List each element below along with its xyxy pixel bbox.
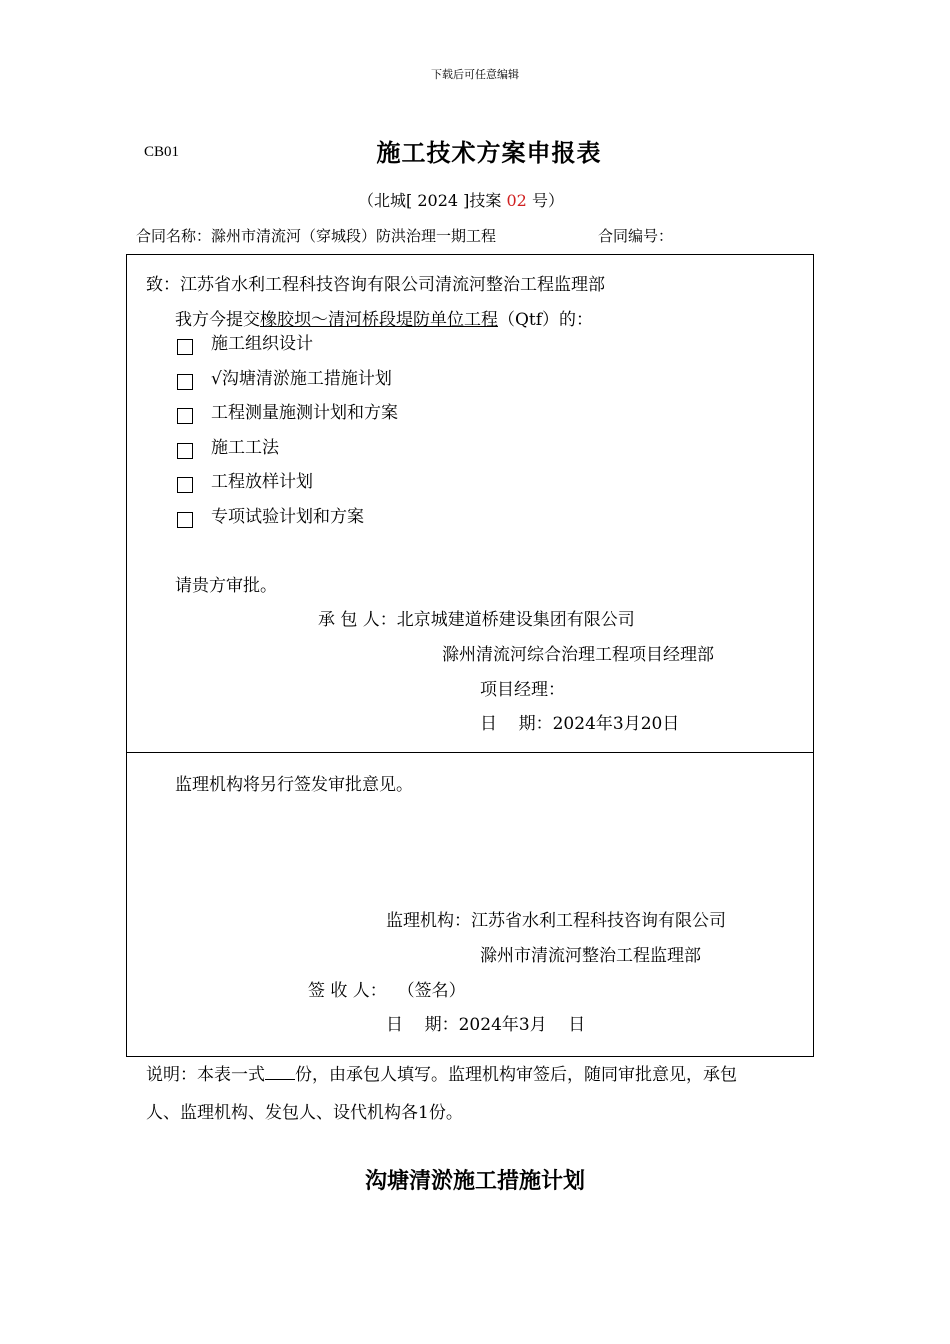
note-prefix: 说明：本表一式 (146, 1065, 265, 1085)
note-line-2: 人、监理机构、发包人、设代机构各1份。 (146, 1103, 463, 1123)
note-suffix: 份，由承包人填写。监理机构审签后，随同审批意见，承包 (295, 1065, 737, 1085)
request-text: 请贵方审批。 (175, 576, 277, 596)
checkbox-construction-method[interactable] (177, 443, 193, 459)
option-label: 施工组织设计 (211, 334, 313, 354)
option-label: 施工工法 (211, 438, 279, 458)
contract-no-label: 合同编号： (598, 227, 674, 245)
doc-number-value: 02 (506, 191, 527, 210)
form-code: CB01 (144, 144, 180, 160)
project-name: 橡胶坝～清河桥段堤防单位工程 (260, 310, 498, 330)
supervisor-date: 日 期：2024年3月 日 (386, 1015, 586, 1035)
contract-name: 合同名称：滁州市清流河（穿城段）防洪治理一期工程 (136, 227, 497, 245)
copies-blank[interactable] (265, 1065, 295, 1080)
checkbox-construction-design[interactable] (177, 339, 193, 355)
plan-title: 沟塘清淤施工措施计划 (364, 1168, 585, 1194)
option-label: 工程测量施测计划和方案 (211, 403, 398, 423)
option-label: 专项试验计划和方案 (211, 507, 364, 527)
supervision-note: 监理机构将另行签发审批意见。 (175, 775, 413, 795)
checkbox-dredging-plan[interactable] (177, 374, 193, 390)
supervisor-line: 监理机构：江苏省水利工程科技咨询有限公司 (386, 911, 726, 931)
doc-number-suffix: 号） (531, 191, 564, 210)
checkbox-survey-plan[interactable] (177, 408, 193, 424)
form-title: 施工技术方案申报表 (376, 138, 602, 167)
doc-number-prefix: （北城[ 2024 ]技案 (358, 191, 502, 210)
contractor-line: 承 包 人：北京城建道桥建设集团有限公司 (318, 610, 635, 630)
option-label: 工程放样计划 (211, 472, 313, 492)
checkbox-staking-plan[interactable] (177, 477, 193, 493)
checkbox-test-plan[interactable] (177, 512, 193, 528)
receiver-line: 签 收 人： （签名） (308, 981, 466, 1001)
supervisor-dept: 滁州市清流河整治工程监理部 (480, 946, 701, 966)
contractor-date: 日 期：2024年3月20日 (480, 714, 680, 734)
addressee-line: 致：江苏省水利工程科技咨询有限公司清流河整治工程监理部 (146, 275, 605, 295)
submission-suffix: （Qtf）的： (498, 310, 594, 330)
contractor-dept: 滁州清流河综合治理工程项目经理部 (442, 645, 714, 665)
pm-label: 项目经理： (480, 680, 565, 700)
submission-prefix: 我方今提交 (175, 310, 260, 330)
doc-number (358, 188, 564, 211)
header-note: 下载后可任意编辑 (431, 68, 519, 81)
option-label: √沟塘清淤施工措施计划 (211, 369, 392, 389)
note-line-1 (146, 1060, 737, 1085)
submission-line (175, 305, 593, 330)
